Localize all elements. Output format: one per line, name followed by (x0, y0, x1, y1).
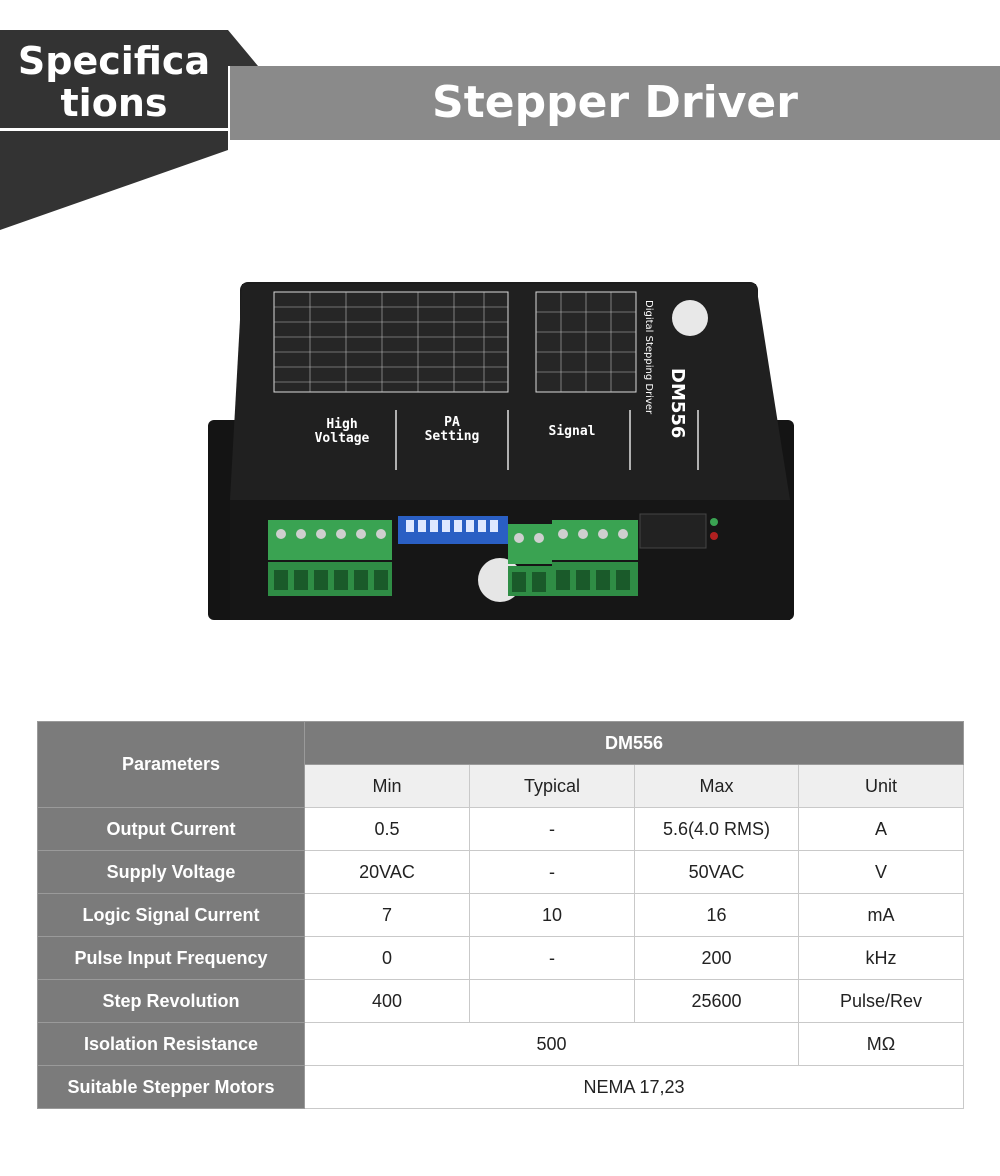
cell-min: 400 (305, 980, 470, 1023)
cell-typical: - (470, 851, 635, 894)
col-typical: Typical (470, 765, 635, 808)
col-unit: Unit (799, 765, 964, 808)
param-header: Parameters (38, 722, 305, 808)
hv-section-label: High (326, 417, 358, 432)
row-label: Supply Voltage (38, 851, 305, 894)
cell-unit: A (799, 808, 964, 851)
stepper-driver-image (200, 270, 800, 630)
row-label: Output Current (38, 808, 305, 851)
cell-min: 7 (305, 894, 470, 937)
row-label: Suitable Stepper Motors (38, 1066, 305, 1109)
cell-max: 50VAC (635, 851, 799, 894)
cell-unit: kHz (799, 937, 964, 980)
page-title: Stepper Driver (432, 77, 798, 128)
cell-min: 20VAC (305, 851, 470, 894)
cell-unit: Pulse/Rev (799, 980, 964, 1023)
cell-unit: V (799, 851, 964, 894)
cell-value: NEMA 17,23 (305, 1066, 964, 1109)
table-row (38, 851, 964, 894)
rs232-port (640, 514, 706, 548)
row-label: Isolation Resistance (38, 1023, 305, 1066)
spec-table (37, 721, 964, 1109)
hv-terminal-block (268, 520, 392, 596)
col-max: Max (635, 765, 799, 808)
cell-max: 16 (635, 894, 799, 937)
cell-unit: MΩ (799, 1023, 964, 1066)
cell-min: 0.5 (305, 808, 470, 851)
table-row (38, 937, 964, 980)
row-label: Pulse Input Frequency (38, 937, 305, 980)
signal-terminal-block (508, 520, 638, 596)
cell-max: 200 (635, 937, 799, 980)
cell-unit: mA (799, 894, 964, 937)
hv-section-label-2: Voltage (314, 431, 370, 446)
cell-typical: 10 (470, 894, 635, 937)
pa-section-label-2: Setting (424, 429, 480, 444)
cell-typical: - (470, 808, 635, 851)
row-label: Logic Signal Current (38, 894, 305, 937)
section-badge-text: Specifica tions (17, 39, 211, 125)
table-header-row (38, 722, 964, 765)
product-name-label: Digital Stepping Driver (643, 300, 654, 415)
pa-section-label: PA (444, 415, 460, 430)
cell-typical: - (470, 937, 635, 980)
cell-typical (470, 980, 635, 1023)
row-label: Step Revolution (38, 980, 305, 1023)
model-header: DM556 (305, 722, 964, 765)
cell-max: 5.6(4.0 RMS) (635, 808, 799, 851)
table-row (38, 894, 964, 937)
cell-value: 500 (305, 1023, 799, 1066)
cell-min: 0 (305, 937, 470, 980)
model-label: DM556 (667, 368, 688, 439)
table-row (38, 1023, 964, 1066)
signal-section-label: Signal (548, 424, 596, 439)
table-row (38, 980, 964, 1023)
cell-max: 25600 (635, 980, 799, 1023)
table-row (38, 1066, 964, 1109)
col-min: Min (305, 765, 470, 808)
table-row (38, 808, 964, 851)
